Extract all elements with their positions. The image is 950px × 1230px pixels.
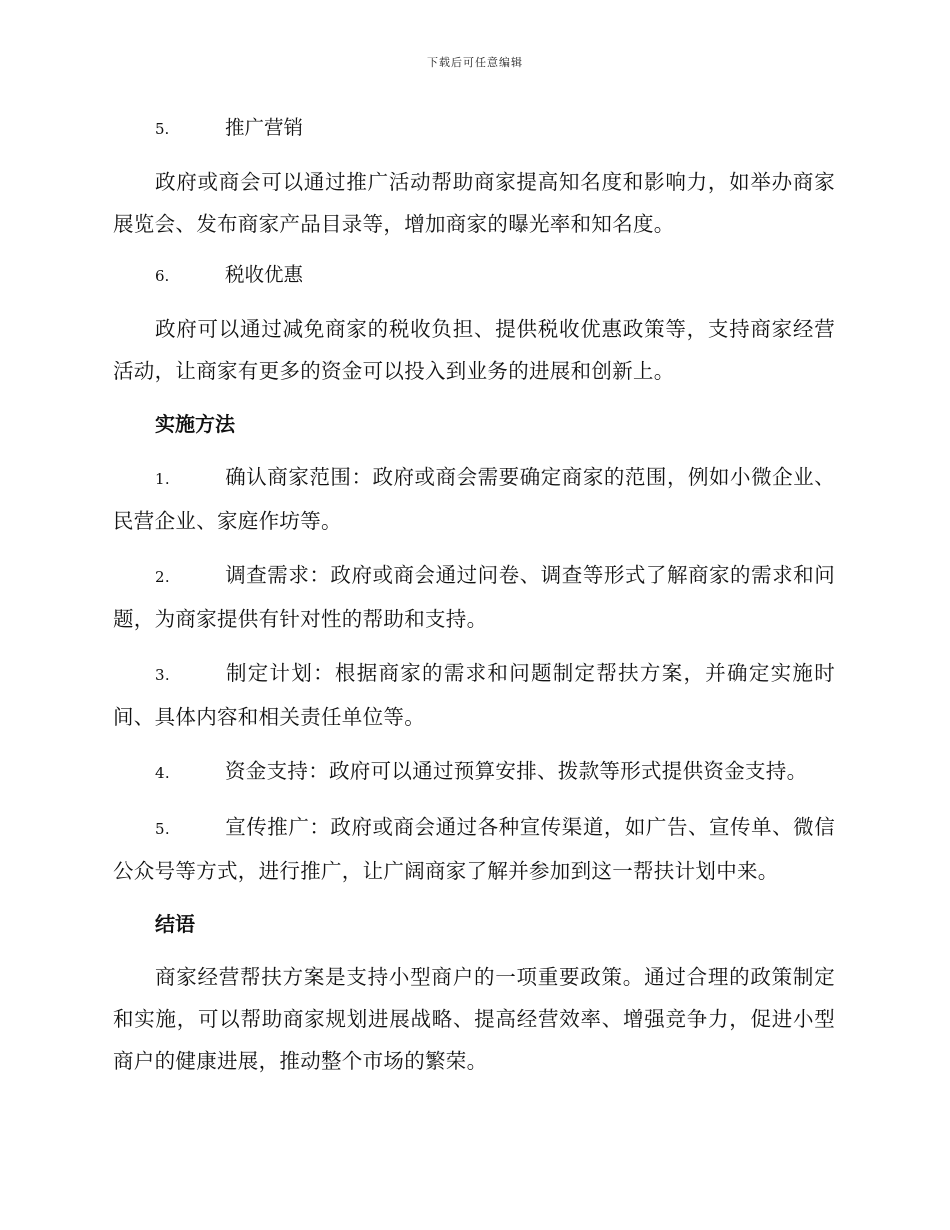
paragraph-conclusion: 商家经营帮扶方案是支持小型商户的一项重要政策。通过合理的政策制定和实施，可以帮助商家规划进展战略、提高经营效率、增强竞争力，促进小型商户的健康进展，推动整个市场的繁荣。 xyxy=(113,965,835,1073)
item-number: 1. xyxy=(155,470,170,488)
item-text: 确认商家范围：政府或商会需要确定商家的范围，例如小微企业、民营企业、家庭作坊等。 xyxy=(113,465,835,533)
item-text: 制定计划：根据商家的需求和问题制定帮扶方案，并确定实施时间、具体内容和相关责任单位等。 xyxy=(113,661,835,729)
header-note: 下载后可任意编辑 xyxy=(427,56,523,69)
impl-item-1 xyxy=(113,456,835,542)
item-number: 3. xyxy=(155,666,170,684)
paragraph-promotion: 政府或商会可以通过推广活动帮助商家提高知名度和影响力，如举办商家展览会、发布商家产品目录等，增加商家的曝光率和知名度。 xyxy=(113,170,835,236)
section-heading-implementation: 实施方法 xyxy=(155,412,235,436)
impl-item-3 xyxy=(113,652,835,738)
section-heading-conclusion: 结语 xyxy=(155,912,195,936)
item-title: 税收优惠 xyxy=(225,263,304,286)
impl-item-2 xyxy=(113,554,835,640)
paragraph-tax: 政府可以通过减免商家的税收负担、提供税收优惠政策等，支持商家经营活动，让商家有更多的资金可以投入到业务的进展和创新上。 xyxy=(113,317,835,383)
list-item-heading-6 xyxy=(113,257,835,294)
item-number: 5. xyxy=(155,120,170,138)
impl-item-4 xyxy=(113,750,835,794)
list-item-heading-5 xyxy=(113,110,835,147)
item-text: 宣传推广：政府或商会通过各种宣传渠道，如广告、宣传单、微信公众号等方式，进行推广，让广阔商家了解并参加到这一帮扶计划中来。 xyxy=(113,815,835,883)
item-number: 4. xyxy=(155,764,170,782)
item-number: 2. xyxy=(155,568,170,586)
item-text: 资金支持：政府可以通过预算安排、拨款等形式提供资金支持。 xyxy=(225,759,808,783)
item-number: 5. xyxy=(155,820,170,838)
document-body xyxy=(113,110,835,1094)
impl-item-5 xyxy=(113,806,835,892)
item-title: 推广营销 xyxy=(225,116,304,139)
item-text: 调查需求：政府或商会通过问卷、调查等形式了解商家的需求和问题，为商家提供有针对性的帮助和支持。 xyxy=(113,563,835,631)
item-number: 6. xyxy=(155,267,170,285)
